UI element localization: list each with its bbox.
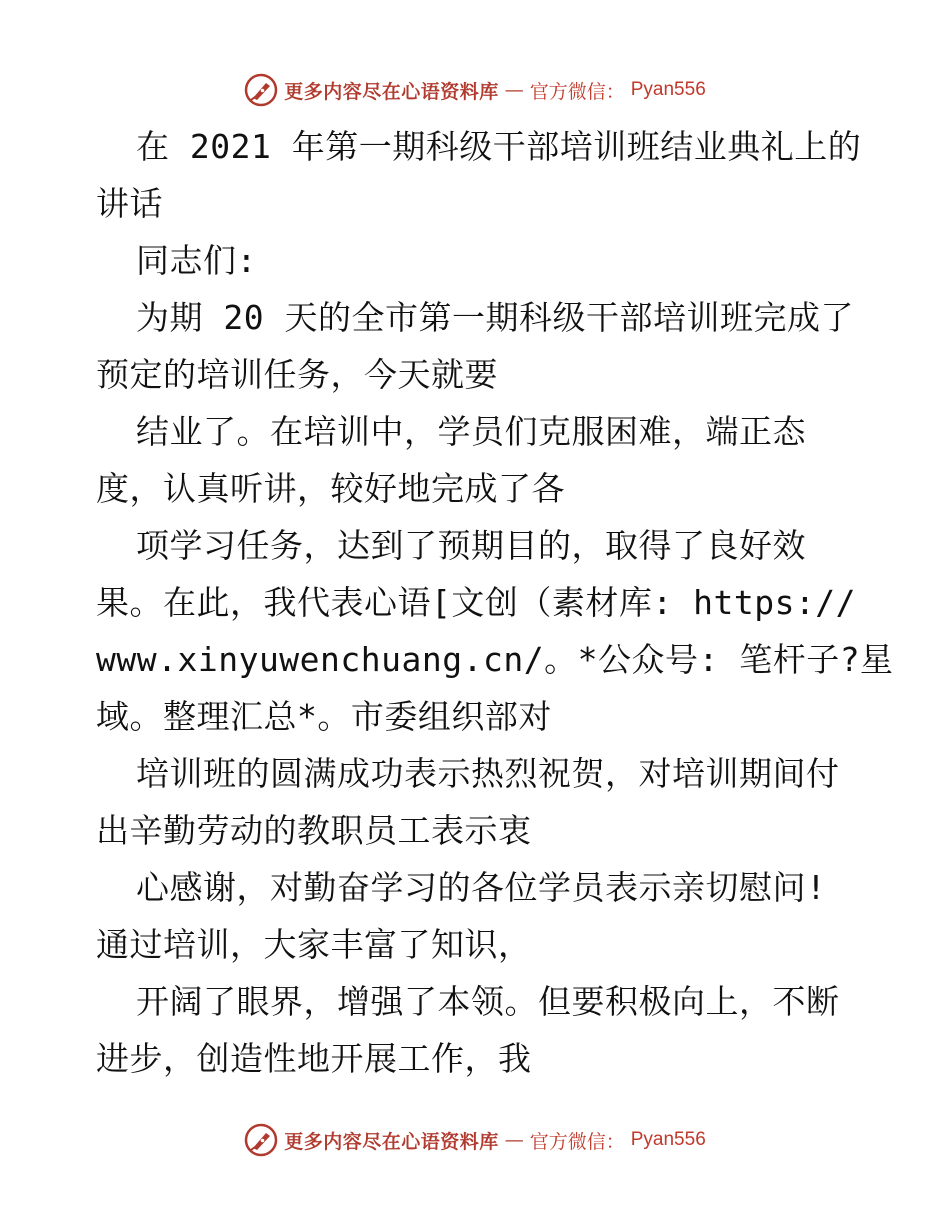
- text-line: 通过培训，大家丰富了知识，: [96, 925, 532, 964]
- watermark-brand: 更多内容尽在心语资料库: [284, 1130, 499, 1153]
- text-line: 度，认真听讲，较好地完成了各: [96, 469, 565, 508]
- text-line: 开阔了眼界，增强了本领。但要积极向上，不断: [136, 982, 840, 1021]
- text-line: 心感谢，对勤奋学习的各位学员表示亲切慰问!: [136, 868, 827, 907]
- watermark-label: 官方微信：: [529, 80, 625, 103]
- text-line: www.xinyuwenchuang.cn/。*公众号: 笔杆子?星: [96, 640, 894, 679]
- text-line: 结业了。在培训中，学员们克服困难，端正态: [136, 412, 806, 451]
- text-line: 为期 20 天的全市第一期科级干部培训班完成了: [136, 298, 854, 337]
- text-line: 进步，创造性地开展工作，我: [96, 1039, 532, 1078]
- text-line: 出辛勤劳动的教职员工表示衷: [96, 811, 532, 850]
- pen-nib-logo-icon: [244, 1123, 278, 1157]
- text-line: 预定的培训任务，今天就要: [96, 355, 498, 394]
- watermark-separator: —: [504, 79, 524, 101]
- document-body: [96, 118, 894, 1087]
- text-line: 培训班的圆满成功表示热烈祝贺，对培训期间付: [136, 754, 840, 793]
- text-line: 讲话: [96, 184, 163, 223]
- watermark-brand: 更多内容尽在心语资料库: [284, 80, 499, 103]
- footer-watermark: [0, 1120, 950, 1160]
- header-watermark: [0, 70, 950, 110]
- watermark-wechat-id: Pyan556: [630, 1129, 706, 1150]
- pen-nib-logo-icon: [244, 73, 278, 107]
- text-line: 域。整理汇总*。市委组织部对: [96, 697, 552, 736]
- text-line: 在 2021 年第一期科级干部培训班结业典礼上的: [136, 127, 862, 166]
- text-line: 同志们:: [136, 241, 257, 280]
- text-line: 项学习任务，达到了预期目的，取得了良好效: [136, 526, 806, 565]
- watermark-label: 官方微信：: [529, 1130, 625, 1153]
- text-line: 果。在此，我代表心语[文创（素材库: https://: [96, 583, 857, 622]
- watermark-wechat-id: Pyan556: [630, 79, 706, 100]
- watermark-separator: —: [504, 1129, 524, 1151]
